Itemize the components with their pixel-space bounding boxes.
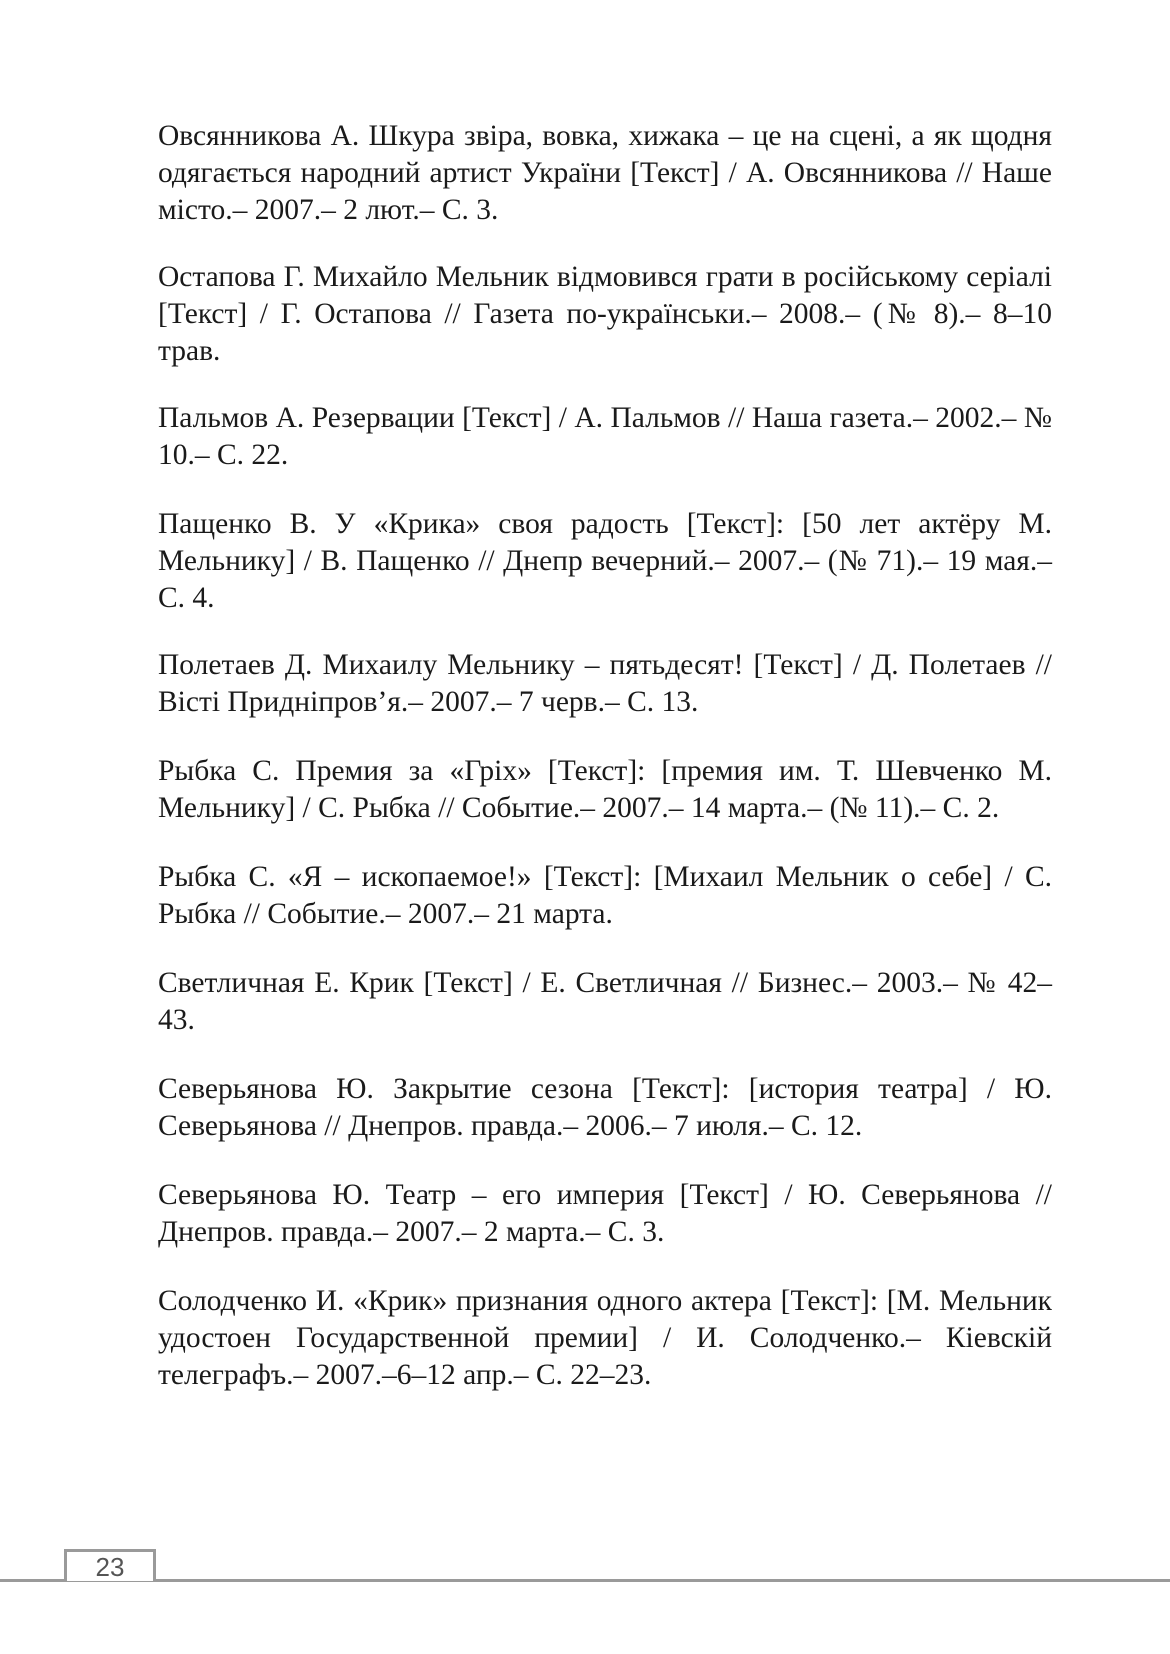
bibliography-entry: Остапова Г. Михайло Мельник відмовився грати в російському серіалі [Текст] / Г. Остапова // Газета по-українськи.– 2008.– (№ 8).– 8–10 трав. xyxy=(158,261,1052,367)
bibliography-entry: Полетаев Д. Михаилу Мельнику – пятьдесят! [Текст] / Д. Полетаев // Вісті Придніпров’я.– 2007.– 7 черв.– С. 13. xyxy=(158,649,1052,718)
bibliography-entry: Рыбка С. Премия за «Гріх» [Текст]: [премия им. Т. Шевченко М. Мельнику] / С. Рыбка // Событие.– 2007.– 14 марта.– (№ 11).– С. 2. xyxy=(158,755,1052,824)
footer-rule xyxy=(0,1579,1170,1582)
bibliography-entry: Северьянова Ю. Театр – его империя [Текст] / Ю. Северьянова // Днепров. правда.– 2007.– 2 марта.– С. 3. xyxy=(158,1179,1052,1248)
page-number: 23 xyxy=(64,1549,156,1581)
bibliography-entry: Рыбка С. «Я – ископаемое!» [Текст]: [Михаил Мельник о себе] / С. Рыбка // Событие.– 2007.– 21 марта. xyxy=(158,861,1052,930)
bibliography-entry: Пальмов А. Резервации [Текст] / А. Пальмов // Наша газета.– 2002.– № 10.– С. 22. xyxy=(158,402,1052,471)
bibliography-entry: Солодченко И. «Крик» признания одного актера [Текст]: [М. Мельник удостоен Государственной премии] / И. Солодченко.– Кіевскій телеграфъ.– 2007.–6–12 апр.– С. 22–23. xyxy=(158,1285,1052,1391)
bibliography-entry: Северьянова Ю. Закрытие сезона [Текст]: [история театра] / Ю. Северьянова // Днепров. правда.– 2006.– 7 июля.– С. 12. xyxy=(158,1073,1052,1142)
bibliography-entry: Овсянникова А. Шкура звіра, вовка, хижака – це на сцені, а як щодня одягається народний артист України [Текст] / А. Овсянникова // Наше місто.– 2007.– 2 лют.– С. 3. xyxy=(158,120,1052,226)
bibliography-entry: Пащенко В. У «Крика» своя радость [Текст]: [50 лет актёру М. Мельнику] / В. Пащенко // Днепр вечерний.– 2007.– (№ 71).– 19 мая.– С. 4. xyxy=(158,508,1052,614)
bibliography-entry: Светличная Е. Крик [Текст] / Е. Светличная // Бизнес.– 2003.– № 42–43. xyxy=(158,967,1052,1036)
